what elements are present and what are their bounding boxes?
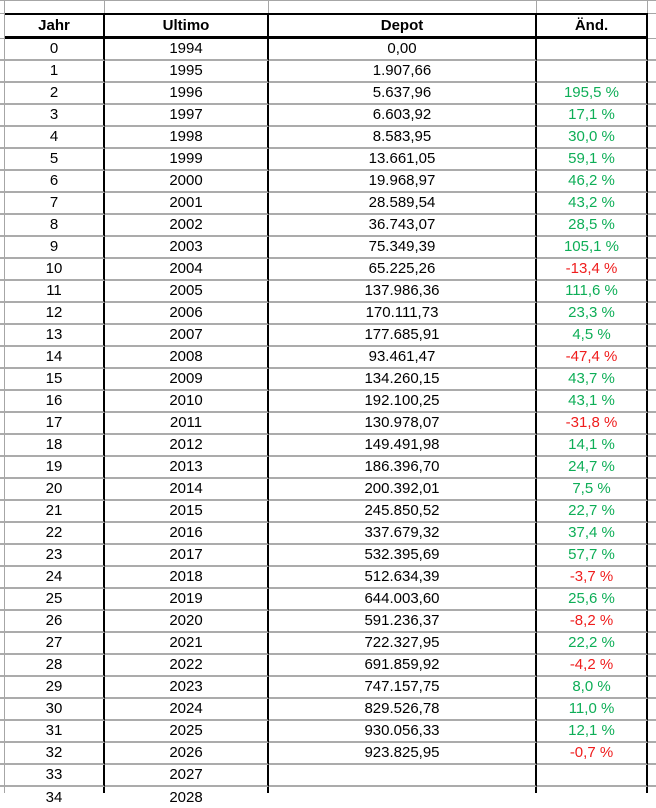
cell-jahr[interactable]: 23 <box>5 545 105 567</box>
cell-change[interactable]: -13,4 % <box>537 259 648 281</box>
cell-depot[interactable]: 722.327,95 <box>269 633 537 655</box>
cell-change[interactable]: 22,7 % <box>537 501 648 523</box>
cell-jahr[interactable]: 10 <box>5 259 105 281</box>
clipped-cell <box>269 1 537 13</box>
cell-jahr[interactable]: 9 <box>5 237 105 259</box>
cell-depot[interactable]: 923.825,95 <box>269 743 537 765</box>
cell-jahr[interactable]: 21 <box>5 501 105 523</box>
grid-spacer-right <box>648 13 656 39</box>
grid-spacer-right <box>648 611 656 633</box>
cell-ultimo[interactable]: 1995 <box>105 61 269 83</box>
grid-spacer-right <box>648 435 656 457</box>
cell-jahr[interactable]: 27 <box>5 633 105 655</box>
grid-spacer-right <box>648 215 656 237</box>
table-row <box>0 149 656 171</box>
cell-depot[interactable]: 149.491,98 <box>269 435 537 457</box>
table-row <box>0 303 656 325</box>
clipped-row-bottom <box>0 787 656 806</box>
cell-jahr[interactable]: 7 <box>5 193 105 215</box>
cell-ultimo[interactable]: 2017 <box>105 545 269 567</box>
cell-change[interactable]: 111,6 % <box>537 281 648 303</box>
cell-change[interactable]: 8,0 % <box>537 677 648 699</box>
cell-jahr[interactable]: 32 <box>5 743 105 765</box>
grid-spacer-right <box>648 699 656 721</box>
cell-change[interactable]: -47,4 % <box>537 347 648 369</box>
cell-ultimo[interactable]: 2007 <box>105 325 269 347</box>
grid-spacer-right <box>648 501 656 523</box>
cell-jahr[interactable]: 20 <box>5 479 105 501</box>
table-row <box>0 721 656 743</box>
cell-change[interactable]: -3,7 % <box>537 567 648 589</box>
cell-change[interactable]: -0,7 % <box>537 743 648 765</box>
table-row <box>0 237 656 259</box>
cell-jahr[interactable]: 31 <box>5 721 105 743</box>
cell-ultimo[interactable]: 1996 <box>105 83 269 105</box>
table-row <box>0 655 656 677</box>
cell-depot[interactable]: 137.986,36 <box>269 281 537 303</box>
table-row <box>0 215 656 237</box>
grid-spacer-right <box>648 721 656 743</box>
cell-depot[interactable]: 6.603,92 <box>269 105 537 127</box>
cell-ultimo[interactable]: 2005 <box>105 281 269 303</box>
table-row <box>0 677 656 699</box>
cell-change[interactable]: 59,1 % <box>537 149 648 171</box>
table-row <box>0 61 656 83</box>
cell-jahr[interactable]: 0 <box>5 39 105 61</box>
cell-jahr[interactable]: 12 <box>5 303 105 325</box>
cell-jahr[interactable]: 29 <box>5 677 105 699</box>
cell-jahr[interactable]: 25 <box>5 589 105 611</box>
table-row <box>0 171 656 193</box>
cell-ultimo[interactable]: 1997 <box>105 105 269 127</box>
cell-ultimo[interactable]: 2002 <box>105 215 269 237</box>
table-row <box>0 347 656 369</box>
cell-depot[interactable]: 337.679,32 <box>269 523 537 545</box>
cell-depot[interactable]: 134.260,15 <box>269 369 537 391</box>
cell-depot[interactable]: 829.526,78 <box>269 699 537 721</box>
header-cell-aend[interactable]: Änd. <box>537 13 648 39</box>
cell-jahr[interactable]: 5 <box>5 149 105 171</box>
clipped-cell <box>105 1 269 13</box>
cell-change[interactable]: 12,1 % <box>537 721 648 743</box>
cell-jahr[interactable]: 18 <box>5 435 105 457</box>
cell-change[interactable]: 46,2 % <box>537 171 648 193</box>
cell-change[interactable]: 24,7 % <box>537 457 648 479</box>
table-row <box>0 633 656 655</box>
cell-ultimo[interactable]: 2014 <box>105 479 269 501</box>
cell-depot[interactable]: 747.157,75 <box>269 677 537 699</box>
grid-spacer-right <box>648 149 656 171</box>
table-row <box>0 83 656 105</box>
cell-change[interactable]: 4,5 % <box>537 325 648 347</box>
cell-jahr[interactable]: 6 <box>5 171 105 193</box>
table-body <box>0 39 656 787</box>
cell-change[interactable]: 22,2 % <box>537 633 648 655</box>
cell-depot[interactable]: 591.236,37 <box>269 611 537 633</box>
cell-depot[interactable]: 245.850,52 <box>269 501 537 523</box>
cell-change[interactable]: 25,6 % <box>537 589 648 611</box>
cell-change[interactable]: 23,3 % <box>537 303 648 325</box>
grid-spacer-right <box>648 347 656 369</box>
cell-ultimo[interactable]: 2012 <box>105 435 269 457</box>
table-row <box>0 589 656 611</box>
table-row <box>0 699 656 721</box>
grid-spacer-right <box>648 567 656 589</box>
cell-change[interactable] <box>537 765 648 787</box>
cell-ultimo[interactable]: 2022 <box>105 655 269 677</box>
cell-depot[interactable]: 200.392,01 <box>269 479 537 501</box>
cell-depot[interactable]: 1.907,66 <box>269 61 537 83</box>
grid-spacer-right <box>648 765 656 787</box>
cell-ultimo[interactable]: 2008 <box>105 347 269 369</box>
cell-depot[interactable]: 0,00 <box>269 39 537 61</box>
cell-depot[interactable]: 36.743,07 <box>269 215 537 237</box>
grid-spacer-right <box>648 369 656 391</box>
table-row <box>0 105 656 127</box>
table-row <box>0 523 656 545</box>
cell-depot[interactable]: 75.349,39 <box>269 237 537 259</box>
cell-ultimo[interactable]: 2019 <box>105 589 269 611</box>
cell-jahr[interactable]: 30 <box>5 699 105 721</box>
cell-depot[interactable]: 13.661,05 <box>269 149 537 171</box>
table-row <box>0 369 656 391</box>
table-row <box>0 501 656 523</box>
cell-ultimo[interactable]: 2000 <box>105 171 269 193</box>
cell-depot[interactable]: 930.056,33 <box>269 721 537 743</box>
cell-ultimo[interactable]: 2023 <box>105 677 269 699</box>
cell-jahr[interactable]: 22 <box>5 523 105 545</box>
clipped-cell <box>5 1 105 13</box>
grid-spacer-right <box>648 259 656 281</box>
cell-jahr[interactable]: 28 <box>5 655 105 677</box>
grid-spacer-right <box>648 281 656 303</box>
cell-change[interactable]: -8,2 % <box>537 611 648 633</box>
grid-spacer-right <box>648 39 656 61</box>
cell-jahr[interactable]: 14 <box>5 347 105 369</box>
grid-spacer-right <box>648 391 656 413</box>
grid-spacer-right <box>648 127 656 149</box>
cell-depot[interactable]: 186.396,70 <box>269 457 537 479</box>
cell-depot[interactable]: 8.583,95 <box>269 127 537 149</box>
grid-spacer-right <box>648 325 656 347</box>
grid-spacer-right <box>648 413 656 435</box>
cell-depot[interactable]: 691.859,92 <box>269 655 537 677</box>
cell-change[interactable]: 11,0 % <box>537 699 648 721</box>
cell-jahr[interactable]: 4 <box>5 127 105 149</box>
table-row <box>0 325 656 347</box>
table-row <box>0 545 656 567</box>
cell-ultimo[interactable]: 2025 <box>105 721 269 743</box>
cell-ultimo[interactable]: 2004 <box>105 259 269 281</box>
grid-spacer-right <box>648 61 656 83</box>
cell-jahr[interactable]: 15 <box>5 369 105 391</box>
cell-change[interactable]: 195,5 % <box>537 83 648 105</box>
cell-change[interactable]: 37,4 % <box>537 523 648 545</box>
cell-depot[interactable]: 170.111,73 <box>269 303 537 325</box>
grid-spacer-right <box>648 105 656 127</box>
table-row <box>0 391 656 413</box>
clipped-row-top <box>0 0 656 13</box>
grid-spacer-right <box>648 237 656 259</box>
cell-change[interactable]: 43,7 % <box>537 369 648 391</box>
cell-change <box>537 787 648 793</box>
cell-ultimo[interactable]: 2016 <box>105 523 269 545</box>
cell-change[interactable]: 43,1 % <box>537 391 648 413</box>
table-row <box>0 193 656 215</box>
cell-jahr[interactable]: 2 <box>5 83 105 105</box>
cell-jahr[interactable]: 3 <box>5 105 105 127</box>
cell-ultimo[interactable]: 2018 <box>105 567 269 589</box>
clipped-cell <box>537 1 648 13</box>
cell-ultimo[interactable]: 2024 <box>105 699 269 721</box>
cell-ultimo[interactable]: 1994 <box>105 39 269 61</box>
cell-change[interactable] <box>537 39 648 61</box>
table-row <box>0 765 656 787</box>
grid-spacer-right <box>648 1 656 13</box>
cell-ultimo[interactable]: 2001 <box>105 193 269 215</box>
cell-change[interactable] <box>537 61 648 83</box>
cell-ultimo[interactable]: 2015 <box>105 501 269 523</box>
cell-depot[interactable]: 532.395,69 <box>269 545 537 567</box>
grid-spacer-right <box>648 677 656 699</box>
table-row <box>0 435 656 457</box>
cell-change[interactable]: 14,1 % <box>537 435 648 457</box>
cell-depot[interactable]: 177.685,91 <box>269 325 537 347</box>
grid-spacer-right <box>648 589 656 611</box>
table-row <box>0 127 656 149</box>
cell-ultimo[interactable]: 2020 <box>105 611 269 633</box>
cell-depot[interactable]: 644.003,60 <box>269 589 537 611</box>
cell-ultimo: 2028 <box>105 787 269 793</box>
cell-ultimo[interactable]: 2009 <box>105 369 269 391</box>
cell-ultimo[interactable]: 2006 <box>105 303 269 325</box>
table-row <box>0 743 656 765</box>
cell-jahr[interactable]: 16 <box>5 391 105 413</box>
grid-spacer-right <box>648 545 656 567</box>
cell-jahr[interactable]: 33 <box>5 765 105 787</box>
cell-depot[interactable]: 5.637,96 <box>269 83 537 105</box>
header-row <box>0 13 656 39</box>
grid-spacer-right <box>648 457 656 479</box>
cell-change[interactable]: 28,5 % <box>537 215 648 237</box>
grid-spacer-right <box>648 171 656 193</box>
cell-ultimo[interactable]: 2010 <box>105 391 269 413</box>
cell-jahr[interactable]: 19 <box>5 457 105 479</box>
cell-change[interactable]: 105,1 % <box>537 237 648 259</box>
table-row <box>0 259 656 281</box>
header-cell-depot[interactable]: Depot <box>269 13 537 39</box>
cell-ultimo[interactable]: 2027 <box>105 765 269 787</box>
grid-spacer-right <box>648 743 656 765</box>
cell-change[interactable]: 30,0 % <box>537 127 648 149</box>
cell-jahr[interactable]: 1 <box>5 61 105 83</box>
table-row <box>0 413 656 435</box>
table-row <box>0 457 656 479</box>
cell-change[interactable]: 43,2 % <box>537 193 648 215</box>
cell-depot[interactable] <box>269 765 537 787</box>
cell-jahr[interactable]: 17 <box>5 413 105 435</box>
cell-ultimo[interactable]: 2011 <box>105 413 269 435</box>
cell-depot[interactable]: 93.461,47 <box>269 347 537 369</box>
grid-spacer-right <box>648 633 656 655</box>
header-cell-jahr[interactable]: Jahr <box>5 13 105 39</box>
cell-change[interactable]: -4,2 % <box>537 655 648 677</box>
grid-spacer-right <box>648 479 656 501</box>
cell-ultimo[interactable]: 2021 <box>105 633 269 655</box>
cell-jahr[interactable]: 8 <box>5 215 105 237</box>
header-cell-ultimo[interactable]: Ultimo <box>105 13 269 39</box>
grid-spacer-right <box>648 655 656 677</box>
table-row <box>0 479 656 501</box>
cell-change[interactable]: 17,1 % <box>537 105 648 127</box>
grid-spacer-right <box>648 523 656 545</box>
cell-depot <box>269 787 537 793</box>
grid-spacer-right <box>648 193 656 215</box>
cell-depot[interactable]: 130.978,07 <box>269 413 537 435</box>
cell-ultimo[interactable]: 2013 <box>105 457 269 479</box>
cell-ultimo[interactable]: 2003 <box>105 237 269 259</box>
grid-spacer-right <box>648 83 656 105</box>
table-row <box>0 39 656 61</box>
cell-change[interactable]: 7,5 % <box>537 479 648 501</box>
cell-depot[interactable]: 192.100,25 <box>269 391 537 413</box>
cell-ultimo[interactable]: 1999 <box>105 149 269 171</box>
cell-depot[interactable]: 28.589,54 <box>269 193 537 215</box>
cell-ultimo[interactable]: 1998 <box>105 127 269 149</box>
cell-jahr[interactable]: 11 <box>5 281 105 303</box>
cell-depot[interactable]: 19.968,97 <box>269 171 537 193</box>
table-row <box>0 281 656 303</box>
cell-jahr: 34 <box>5 787 105 793</box>
table-row <box>0 567 656 589</box>
grid-spacer-right <box>648 303 656 325</box>
table-row <box>0 611 656 633</box>
cell-change[interactable]: 57,7 % <box>537 545 648 567</box>
grid-spacer-right <box>648 787 656 793</box>
cell-jahr[interactable]: 24 <box>5 567 105 589</box>
cell-jahr[interactable]: 13 <box>5 325 105 347</box>
cell-jahr[interactable]: 26 <box>5 611 105 633</box>
cell-change[interactable]: -31,8 % <box>537 413 648 435</box>
cell-depot[interactable]: 512.634,39 <box>269 567 537 589</box>
cell-ultimo[interactable]: 2026 <box>105 743 269 765</box>
cell-depot[interactable]: 65.225,26 <box>269 259 537 281</box>
